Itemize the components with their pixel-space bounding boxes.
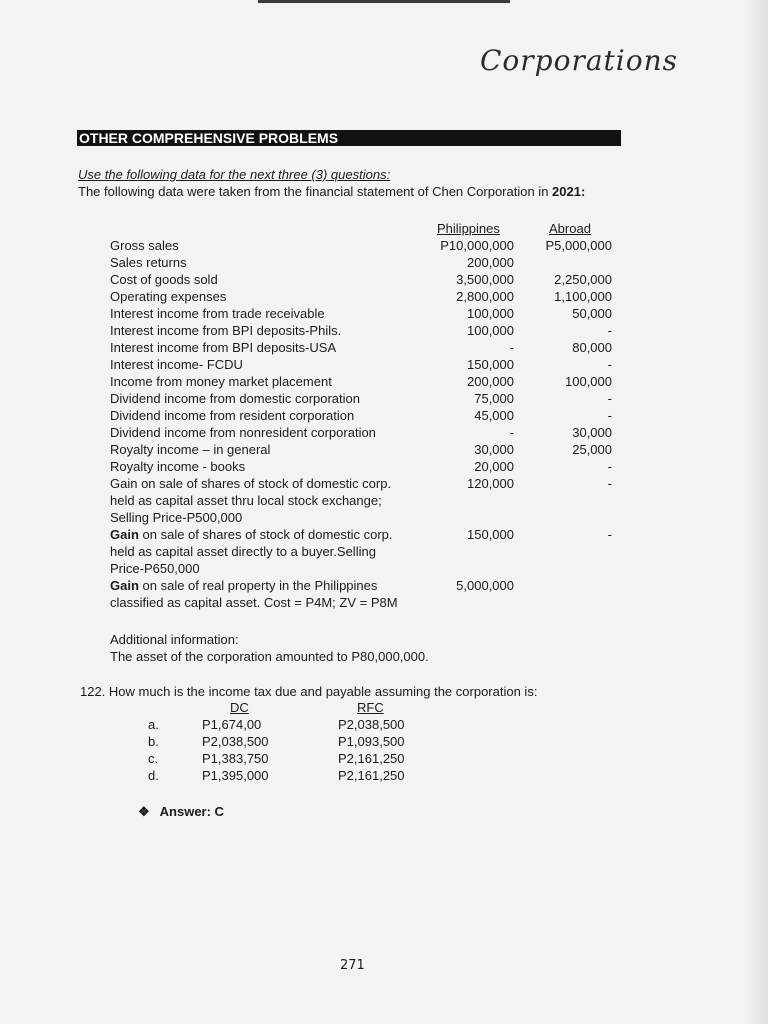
row-value-abroad: -	[607, 408, 612, 423]
table-row	[0, 255, 768, 272]
table-row	[0, 527, 768, 544]
row-label-continuation: Price-P650,000	[110, 561, 200, 576]
row-value-abroad: 100,000	[565, 374, 612, 389]
intro-year: 2021:	[552, 184, 586, 199]
row-value-philippines: 200,000	[467, 255, 514, 270]
choice-rfc: P2,038,500	[338, 717, 405, 732]
choice-dc: P1,674,00	[202, 717, 262, 732]
intro-statement	[78, 184, 585, 199]
choice-letter: b.	[148, 734, 159, 749]
table-row	[0, 578, 768, 595]
row-label-rest: on sale of real property in the Philippines	[138, 578, 378, 593]
table-row	[0, 374, 768, 391]
row-value-philippines: 120,000	[467, 476, 514, 491]
row-label: Interest income from trade receivable	[110, 306, 325, 321]
row-value-philippines: 2,800,000	[456, 289, 514, 304]
row-label-continuation: Selling Price-P500,000	[110, 510, 243, 525]
row-label	[110, 578, 377, 593]
row-label: Royalty income - books	[110, 459, 246, 474]
row-value-abroad: 50,000	[572, 306, 612, 321]
page-number: 271	[340, 958, 365, 973]
row-value-abroad: P5,000,000	[545, 238, 612, 253]
row-value-abroad: -	[607, 391, 612, 406]
row-label-rest: on sale of shares of stock of domestic corp.	[138, 527, 393, 542]
row-label: Gain on sale of shares of stock of domestic corp.	[110, 476, 392, 491]
row-value-philippines: -	[509, 340, 514, 355]
table-row	[0, 476, 768, 493]
row-value-abroad: 2,250,000	[554, 272, 612, 287]
row-label: Interest income from BPI deposits-USA	[110, 340, 337, 355]
intro-statement-text: The following data were taken from the financial statement of Chen Corporation in	[78, 184, 553, 199]
table-row	[0, 306, 768, 323]
answer-line	[138, 804, 224, 820]
intro-instruction: Use the following data for the next three (3) questions:	[78, 167, 391, 182]
table-row	[0, 289, 768, 306]
row-value-philippines: 30,000	[474, 442, 514, 457]
table-row	[0, 238, 768, 255]
choice-rfc: P2,161,250	[338, 768, 405, 783]
choice-rfc: P2,161,250	[338, 751, 405, 766]
choice-header-dc: DC	[230, 700, 249, 715]
row-label: Sales returns	[110, 255, 187, 270]
row-value-abroad: 80,000	[572, 340, 612, 355]
answer-choice	[0, 717, 768, 734]
top-edge-line	[258, 0, 510, 3]
row-value-abroad: -	[607, 323, 612, 338]
answer-choice	[0, 768, 768, 785]
choice-letter: a.	[148, 717, 159, 732]
row-value-philippines: 45,000	[474, 408, 514, 423]
table-row	[0, 425, 768, 442]
row-value-philippines: 100,000	[467, 323, 514, 338]
additional-info-text: The asset of the corporation amounted to P80,000,000.	[110, 649, 429, 664]
row-value-abroad: 1,100,000	[554, 289, 612, 304]
section-title: OTHER COMPREHENSIVE PROBLEMS	[77, 130, 621, 146]
choice-dc: P1,383,750	[202, 751, 269, 766]
page-edge-shadow	[746, 0, 768, 1024]
row-value-abroad: 30,000	[572, 425, 612, 440]
table-row	[0, 391, 768, 408]
row-label-continuation: held as capital asset directly to a buyer.Selling	[110, 544, 376, 559]
row-label: Interest income from BPI deposits-Phils.	[110, 323, 342, 338]
row-label: Gross sales	[110, 238, 179, 253]
running-header: Corporations	[480, 44, 678, 77]
choice-letter: c.	[148, 751, 159, 766]
row-label-bold: Gain	[110, 527, 139, 542]
row-label-continuation: classified as capital asset. Cost = P4M; ZV = P8M	[110, 595, 398, 610]
column-header-philippines: Philippines	[437, 221, 500, 236]
row-value-philippines: -	[509, 425, 514, 440]
table-row	[0, 459, 768, 476]
row-value-abroad: -	[607, 476, 612, 491]
diamond-bullet-icon: ❖	[138, 804, 150, 819]
row-label: Operating expenses	[110, 289, 227, 304]
row-value-philippines: 75,000	[474, 391, 514, 406]
question-text: 122. How much is the income tax due and payable assuming the corporation is:	[80, 684, 538, 699]
row-label: Dividend income from nonresident corporation	[110, 425, 376, 440]
table-row	[0, 340, 768, 357]
row-label: Cost of goods sold	[110, 272, 218, 287]
additional-info-heading: Additional information:	[110, 632, 239, 647]
row-value-philippines: 150,000	[467, 357, 514, 372]
choice-dc: P2,038,500	[202, 734, 269, 749]
row-value-philippines: 100,000	[467, 306, 514, 321]
choice-header-rfc: RFC	[357, 700, 384, 715]
table-row	[0, 272, 768, 289]
row-label: Interest income- FCDU	[110, 357, 243, 372]
table-row	[0, 408, 768, 425]
choice-dc: P1,395,000	[202, 768, 269, 783]
row-value-philippines: P10,000,000	[440, 238, 514, 253]
column-header-abroad: Abroad	[549, 221, 591, 236]
row-value-abroad: 25,000	[572, 442, 612, 457]
answer-choice	[0, 734, 768, 751]
row-label: Royalty income – in general	[110, 442, 271, 457]
choice-letter: d.	[148, 768, 159, 783]
row-label	[110, 527, 393, 542]
row-value-abroad: -	[607, 357, 612, 372]
table-row	[0, 357, 768, 374]
row-value-philippines: 5,000,000	[456, 578, 514, 593]
row-value-philippines: 20,000	[474, 459, 514, 474]
row-value-abroad: -	[607, 527, 612, 542]
answer-choice	[0, 751, 768, 768]
row-value-philippines: 200,000	[467, 374, 514, 389]
row-label: Dividend income from resident corporation	[110, 408, 355, 423]
answer-text: Answer: C	[159, 804, 224, 819]
row-label: Dividend income from domestic corporation	[110, 391, 360, 406]
choice-rfc: P1,093,500	[338, 734, 405, 749]
row-value-abroad: -	[607, 459, 612, 474]
row-label-bold: Gain	[110, 578, 139, 593]
table-row	[0, 323, 768, 340]
row-value-philippines: 3,500,000	[456, 272, 514, 287]
table-row	[0, 442, 768, 459]
row-label: Income from money market placement	[110, 374, 332, 389]
row-value-philippines: 150,000	[467, 527, 514, 542]
row-label-continuation: held as capital asset thru local stock exchange;	[110, 493, 382, 508]
